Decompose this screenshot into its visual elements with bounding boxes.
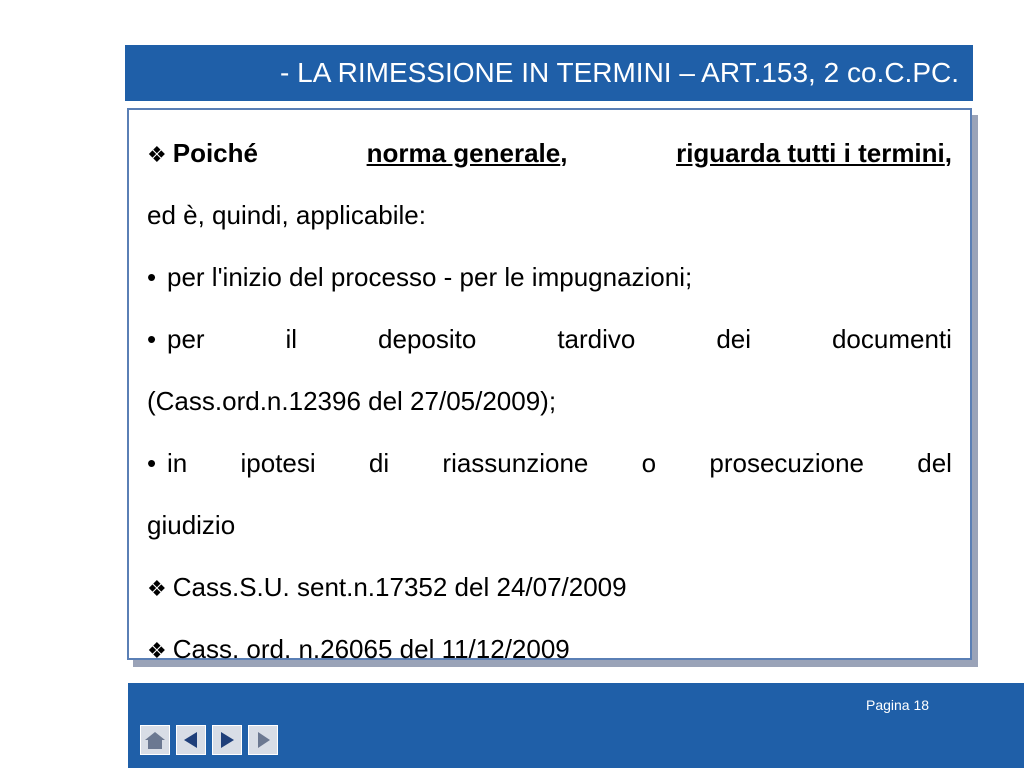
bullet-item-1 <box>147 246 952 308</box>
bullet-item-3 <box>147 432 952 494</box>
end-icon <box>253 730 273 750</box>
applicabile-line: ed è, quindi, applicabile: <box>147 200 426 230</box>
bullet-item-2 <box>147 308 952 370</box>
bullet-3-word-4: o <box>641 448 657 478</box>
bullet-2-continuation: (Cass.ord.n.12396 del 27/05/2009); <box>147 386 557 416</box>
bullet-2-word-1: il <box>285 324 298 354</box>
poiche-text: Poiché <box>172 138 258 168</box>
slide-title: - LA RIMESSIONE IN TERMINI – ART.153, 2 co.C.PC. <box>280 57 959 88</box>
reference-2-text: Cass. ord. n.26065 del 11/12/2009 <box>172 634 570 664</box>
bullet-2-word-0: • per <box>147 308 205 370</box>
diamond-bullet-icon: ❖ <box>147 576 167 601</box>
comma2-text: , <box>944 138 952 168</box>
intro-lead <box>147 122 258 184</box>
previous-button[interactable] <box>176 725 206 755</box>
bullet-3-word-3: riassunzione <box>442 448 589 478</box>
bullet-3-continuation: giudizio <box>147 510 236 540</box>
bullet-3-word-6: del <box>917 448 952 478</box>
page-number: Pagina 18 <box>866 697 930 713</box>
bullet-3-word-2: di <box>368 448 390 478</box>
bullet-2-word-5: documenti <box>831 324 952 354</box>
bullet-icon: • <box>147 262 157 292</box>
bullet-2-word-4: dei <box>716 324 752 354</box>
bullet-1-text: per l'inizio del processo - per le impugnazioni; <box>167 262 693 292</box>
bullet-3-word-1: ipotesi <box>240 448 316 478</box>
bullet-3-word-5: prosecuzione <box>709 448 865 478</box>
riguarda-group <box>676 122 952 184</box>
previous-icon <box>181 730 201 750</box>
norma-generale-text: norma generale <box>366 138 561 168</box>
content-box <box>127 108 972 664</box>
intro-line <box>147 122 952 184</box>
next-button[interactable] <box>212 725 242 755</box>
next-icon <box>217 730 237 750</box>
reference-1 <box>147 556 952 618</box>
comma-text: , <box>560 138 568 168</box>
reference-1-text: Cass.S.U. sent.n.17352 del 24/07/2009 <box>172 572 627 602</box>
title-bar <box>125 45 973 101</box>
bullet-2-word-3: tardivo <box>557 324 636 354</box>
bullet-3-word-0: • in <box>147 432 187 494</box>
bullet-icon: • <box>147 324 157 354</box>
bullet-icon: • <box>147 448 157 478</box>
reference-2 <box>147 618 952 680</box>
diamond-bullet-icon: ❖ <box>147 142 167 167</box>
home-button[interactable] <box>140 725 170 755</box>
end-button[interactable] <box>248 725 278 755</box>
bullet-2-word-2: deposito <box>378 324 477 354</box>
diamond-bullet-icon: ❖ <box>147 638 167 663</box>
riguarda-text: riguarda tutti i termini <box>676 138 945 168</box>
norma-group <box>367 122 568 184</box>
home-icon <box>144 730 166 750</box>
